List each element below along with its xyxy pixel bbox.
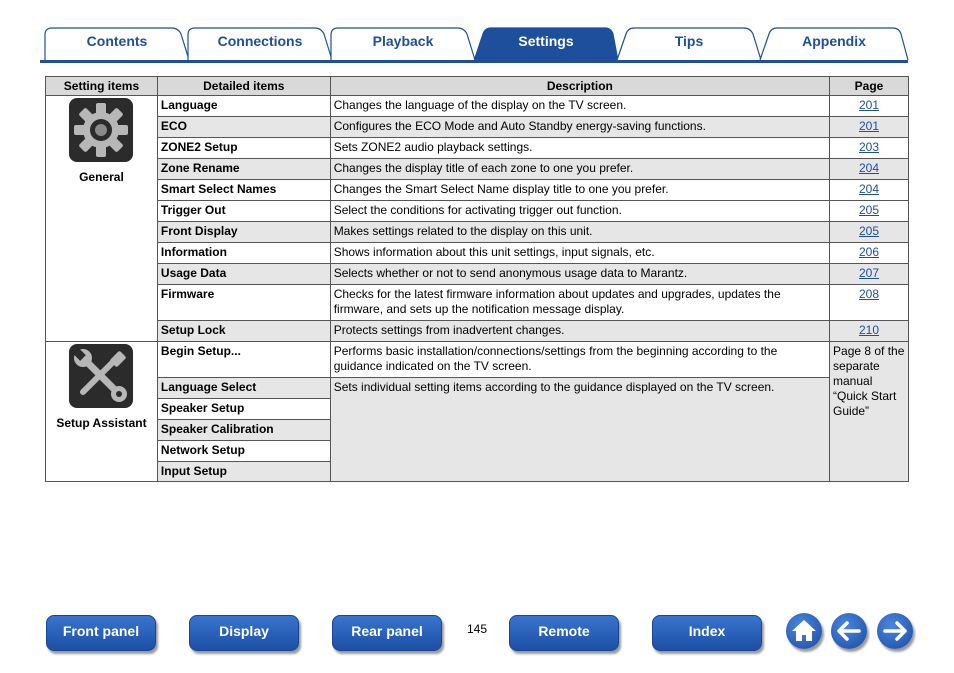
detail-item: Zone Rename xyxy=(157,159,330,180)
table-row xyxy=(46,285,909,321)
table-row xyxy=(46,378,909,399)
detail-item: Speaker Setup xyxy=(157,399,330,420)
item-description: Select the conditions for activating trigger out function. xyxy=(330,201,829,222)
table-row xyxy=(46,138,909,159)
item-description: Performs basic installation/connections/settings from the beginning according to the guidance indicated on the TV screen. xyxy=(330,342,829,378)
wrench-screwdriver-icon xyxy=(69,344,133,408)
tab-label: Settings xyxy=(518,33,574,49)
page-cell xyxy=(830,117,909,138)
page-cell xyxy=(830,138,909,159)
item-description: Makes settings related to the display on this unit. xyxy=(330,222,829,243)
detail-item: ZONE2 Setup xyxy=(157,138,330,159)
page-number: 145 xyxy=(466,622,488,636)
group-label: General xyxy=(79,170,124,184)
item-description: Protects settings from inadvertent changes. xyxy=(330,321,829,342)
page-link[interactable]: 205 xyxy=(858,203,880,217)
table-row xyxy=(46,264,909,285)
page-link[interactable]: 201 xyxy=(858,98,880,112)
group-label: Setup Assistant xyxy=(56,416,147,430)
page-cell xyxy=(830,321,909,342)
tab-label: Connections xyxy=(217,33,303,49)
header-description: Description xyxy=(330,77,829,96)
rear-panel-button[interactable]: Rear panel xyxy=(332,615,442,651)
group-setup-assistant xyxy=(46,342,158,482)
tab-label: Contents xyxy=(86,33,148,49)
page-link[interactable]: 208 xyxy=(858,287,880,301)
page-cell xyxy=(830,264,909,285)
group-general xyxy=(46,96,158,342)
tab-tips[interactable] xyxy=(616,27,762,61)
detail-item: Firmware xyxy=(157,285,330,321)
page-cell xyxy=(830,222,909,243)
page-link[interactable]: 204 xyxy=(858,182,880,196)
page-link[interactable]: 204 xyxy=(858,161,880,175)
detail-item: Network Setup xyxy=(157,441,330,462)
detail-item: Input Setup xyxy=(157,462,330,482)
detail-item: Speaker Calibration xyxy=(157,420,330,441)
table-row xyxy=(46,321,909,342)
tab-appendix[interactable] xyxy=(759,27,909,61)
page-cell xyxy=(830,243,909,264)
header-setting-items: Setting items xyxy=(46,77,158,96)
detail-item: Begin Setup... xyxy=(157,342,330,378)
page-cell xyxy=(830,180,909,201)
tab-connections[interactable] xyxy=(187,27,333,61)
gear-icon xyxy=(69,98,133,162)
detail-item: Usage Data xyxy=(157,264,330,285)
remote-button[interactable]: Remote xyxy=(509,615,619,651)
detail-item: Trigger Out xyxy=(157,201,330,222)
tab-label: Appendix xyxy=(802,33,866,49)
tab-settings[interactable] xyxy=(473,27,619,61)
detail-item: Smart Select Names xyxy=(157,180,330,201)
page-note: Page 8 of the separate manual “Quick Start Guide” xyxy=(830,342,909,482)
table-row xyxy=(46,117,909,138)
page-link[interactable]: 201 xyxy=(858,119,880,133)
detail-item: Setup Lock xyxy=(157,321,330,342)
item-description: Changes the Smart Select Name display title to one you prefer. xyxy=(330,180,829,201)
table-row xyxy=(46,180,909,201)
table-row xyxy=(46,342,909,378)
arrow-right-icon xyxy=(877,613,913,649)
header-detailed-items: Detailed items xyxy=(157,77,330,96)
tab-playback[interactable] xyxy=(330,27,476,61)
detail-item: Language Select xyxy=(157,378,330,399)
page-cell xyxy=(830,159,909,180)
detail-item: ECO xyxy=(157,117,330,138)
page-link[interactable]: 207 xyxy=(858,266,880,280)
table-row xyxy=(46,96,909,117)
page-cell xyxy=(830,285,909,321)
home-icon xyxy=(786,613,822,649)
table-row xyxy=(46,222,909,243)
item-description: Configures the ECO Mode and Auto Standby energy-saving functions. xyxy=(330,117,829,138)
item-description: Shows information about this unit settings, input signals, etc. xyxy=(330,243,829,264)
front-panel-button[interactable]: Front panel xyxy=(46,615,156,651)
tab-contents[interactable] xyxy=(44,27,190,61)
section-tabs xyxy=(0,0,954,64)
index-button[interactable]: Index xyxy=(652,615,762,651)
item-description: Sets individual setting items according to the guidance displayed on the TV screen. xyxy=(330,378,829,482)
item-description: Selects whether or not to send anonymous usage data to Marantz. xyxy=(330,264,829,285)
page-link[interactable]: 206 xyxy=(858,245,880,259)
page-link[interactable]: 210 xyxy=(858,323,880,337)
page-link[interactable]: 205 xyxy=(858,224,880,238)
table-row xyxy=(46,201,909,222)
page-link[interactable]: 203 xyxy=(858,140,880,154)
header-page: Page xyxy=(830,77,909,96)
arrow-left-icon xyxy=(831,613,867,649)
detail-item: Front Display xyxy=(157,222,330,243)
item-description: Changes the language of the display on the TV screen. xyxy=(330,96,829,117)
display-button[interactable]: Display xyxy=(189,615,299,651)
table-header-row xyxy=(46,77,909,96)
item-description: Sets ZONE2 audio playback settings. xyxy=(330,138,829,159)
tab-label: Playback xyxy=(372,33,434,49)
table-row xyxy=(46,243,909,264)
item-description: Changes the display title of each zone to one you prefer. xyxy=(330,159,829,180)
detail-item: Information xyxy=(157,243,330,264)
table-row xyxy=(46,159,909,180)
back-button[interactable] xyxy=(831,613,867,649)
settings-table xyxy=(45,76,909,482)
home-button[interactable] xyxy=(786,613,822,649)
detail-item: Language xyxy=(157,96,330,117)
tab-underline xyxy=(40,60,908,63)
page-cell xyxy=(830,96,909,117)
tab-label: Tips xyxy=(674,33,704,49)
page-cell xyxy=(830,201,909,222)
item-description: Checks for the latest firmware information about updates and upgrades, updates the firmware, and sets up the notification message display. xyxy=(330,285,829,321)
forward-button[interactable] xyxy=(877,613,913,649)
